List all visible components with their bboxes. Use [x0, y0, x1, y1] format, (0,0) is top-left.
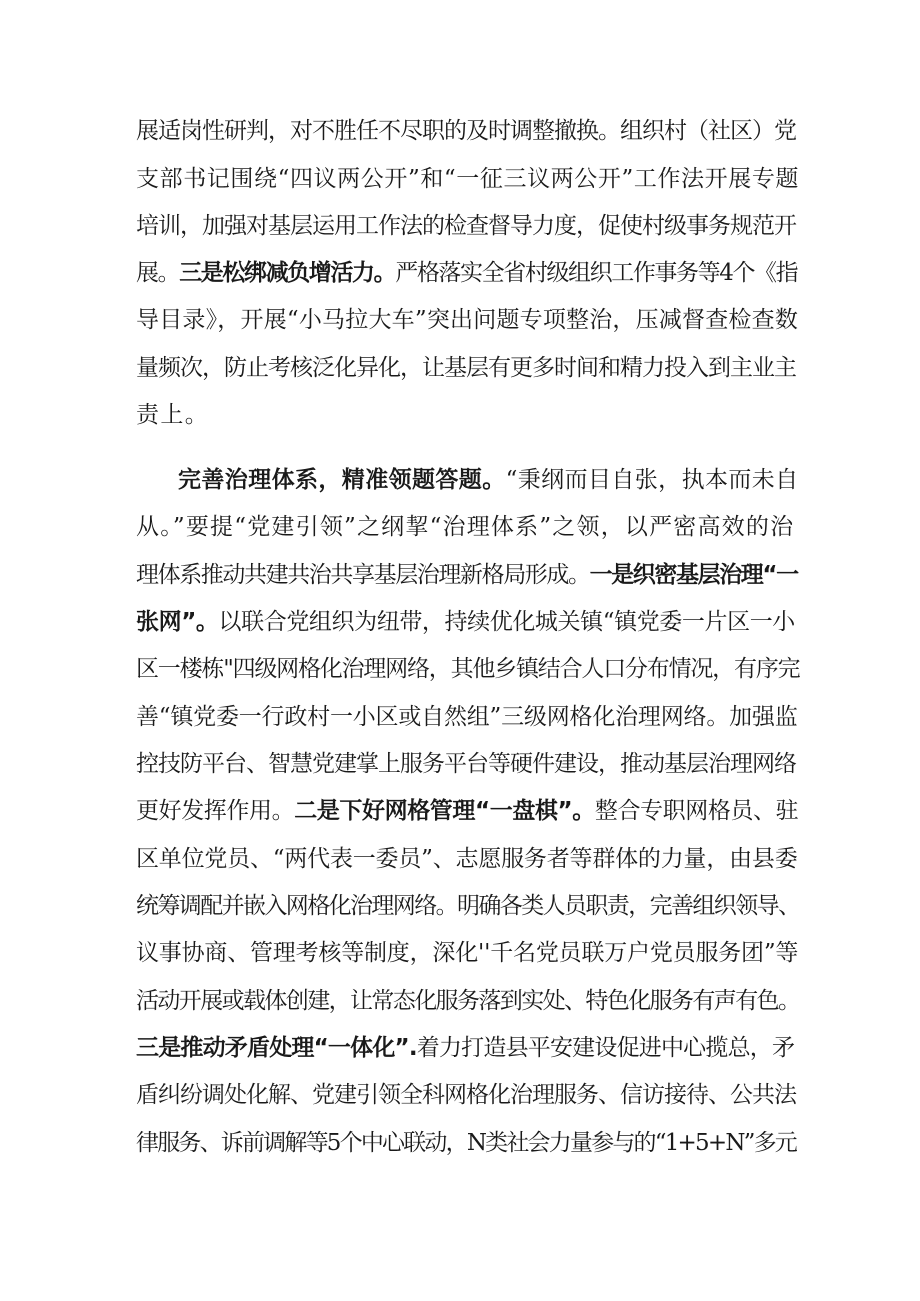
- paragraph2-line8: [136, 788, 920, 834]
- text-span: 理体系推动共建共治共享基层治理新格局形成。: [136, 562, 590, 588]
- paragraph2-line6: [136, 694, 920, 740]
- paragraph1-line7: [136, 392, 920, 438]
- text-span: 责上。: [136, 402, 210, 428]
- text-span: 培训，加强对基层运用工作法的检查督导力度，促使村级事务规范开: [136, 213, 796, 239]
- text-span: 支部书记围绕“四议两公开”和“一征三议两公开”工作法开展专题: [136, 166, 800, 192]
- text-span: 严格落实全省村级组织工作事务等4个《指: [395, 260, 798, 286]
- bold-heading-point3: 三是推动矛盾处理“一体化”.: [136, 1035, 417, 1061]
- text-span: 以联合党组织为纽带，持续优化城关镇“镇党委一片区一小: [218, 609, 795, 635]
- bold-heading-point1: 一是织密基层治理“一: [589, 562, 798, 588]
- text-span: “秉纲而目自张，执本而未自: [505, 467, 799, 493]
- text-span: 更好发挥作用。: [136, 798, 295, 824]
- text-span: 盾纠纷调处化解、党建引领全科网格化治理服务、信访接待、公共法: [136, 1082, 796, 1108]
- paragraph2-line9: [136, 836, 920, 882]
- text-span: 活动开展或载体创建，让常态化服务落到实处、特色化服务有声有色。: [136, 988, 800, 1014]
- paragraph2-line12: [136, 978, 920, 1024]
- paragraph1-line5: [136, 297, 920, 343]
- text-span: 律服务、诉前调解等5个中心联动，N类社会力量参与的“1+5+N”多元: [136, 1130, 797, 1156]
- paragraph1-line3: [136, 203, 920, 249]
- bold-heading-point3: 三是松绑减负增活力。: [179, 260, 396, 286]
- paragraph-heading: 完善治理体系，精准领题答题。: [178, 467, 506, 493]
- text-span: 量频次，防止考核泛化异化，让基层有更多时间和精力投入到主业主: [136, 355, 796, 381]
- paragraph2-line4: [136, 599, 920, 645]
- paragraph2-line10: [136, 883, 920, 929]
- text-span: 议事协商、管理考核等制度，深化''千名党员联万户党员服务团”等: [136, 940, 799, 966]
- text-span: 区一楼栋"四级网格化治理网络，其他乡镇结合人口分布情况，有序完: [136, 656, 800, 682]
- paragraph2-line2: [136, 504, 920, 550]
- text-span: 区单位党员、“两代表一委员”、志愿服务者等群体的力量，由县委: [136, 846, 798, 872]
- paragraph1-line4: [136, 250, 920, 296]
- text-span: 整合专职网格员、驻: [594, 798, 799, 824]
- paragraph2-line11: [136, 930, 920, 976]
- paragraph2-line15: [136, 1120, 920, 1166]
- text-span: 展。: [136, 260, 180, 286]
- paragraph2-line3: [136, 552, 920, 598]
- paragraph1-line1: [136, 108, 920, 154]
- bold-heading-point1-cont: 张网”。: [136, 609, 219, 635]
- bold-heading-point2: 二是下好网格管理“一盘棋”。: [294, 798, 595, 824]
- text-span: 控技防平台、智慧党建掌上服务平台等硬件建设，推动基层治理网络: [136, 751, 796, 777]
- text-span: 着力打造县平安建设促进中心揽总，矛: [416, 1035, 795, 1061]
- paragraph1-line2: [136, 156, 920, 202]
- paragraph2-line7: [136, 741, 920, 787]
- paragraph2-line5: [136, 646, 920, 692]
- text-span: 导目录》，开展“小马拉大车”突出问题专项整治，压减督查检查数: [136, 307, 799, 333]
- paragraph2-line1: [178, 457, 920, 503]
- text-span: 统筹调配并嵌入网格化治理网络。明确各类人员职责，完善组织领导、: [136, 893, 800, 919]
- paragraph2-line14: [136, 1072, 920, 1118]
- paragraph2-line13: [136, 1025, 920, 1071]
- text-span: 从。”要提“党建引领”之纲挈“治理体系”之领，以严密高效的治: [136, 514, 795, 540]
- paragraph1-line6: [136, 345, 920, 391]
- text-span: 善“镇党委一行政村一小区或自然组”三级网格化治理网络。加强监: [136, 704, 798, 730]
- text-span: 展适岗性研判，对不胜任不尽职的及时调整撤换。组织村（社区）党: [136, 118, 796, 144]
